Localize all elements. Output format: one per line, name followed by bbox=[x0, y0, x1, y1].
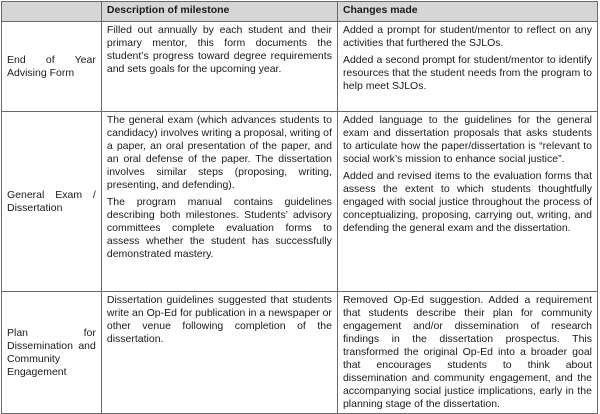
changes-paragraph: Added language to the guidelines for the general exam and dissertation proposals that asks students to articulate how the paper/dissertation is “relevant to social work’s mission to enhance social justice”. bbox=[342, 114, 592, 165]
changes-paragraph: Removed Op-Ed suggestion. Added a requirement that students describe their plan for community engagement and/or dissemination of research findings in the dissertation prospectus. This transformed the original Op-Ed into a broader goal that encourages students to think about dissemination and community engagement, and the accompanying social justice implications, early in the planning stage of the dissertation. bbox=[342, 294, 592, 410]
header-changes: Changes made bbox=[337, 2, 597, 22]
description-paragraph: Filled out annually by each student and their primary mentor, this form documents the student’s progress toward degree requirements and sets goals for the upcoming year. bbox=[106, 24, 332, 75]
description-paragraph: The program manual contains guidelines describing both milestones. Students’ advisory committees complete evaluation forms to assess whether the student has successfully demonstrated mastery. bbox=[106, 196, 332, 260]
changes-cell bbox=[337, 22, 597, 112]
description-cell bbox=[101, 112, 337, 292]
changes-cell bbox=[337, 112, 597, 292]
milestones-table bbox=[1, 1, 598, 414]
changes-paragraph: Added a second prompt for student/mentor to identify resources that the student needs from the program to help meet SJLOs. bbox=[342, 54, 592, 92]
description-cell bbox=[101, 292, 337, 414]
row-label: General Exam / Dissertation bbox=[2, 112, 102, 292]
description-paragraph: Dissertation guidelines suggested that students write an Op-Ed for publication in a newspaper or other venue following completion of the dissertation. bbox=[106, 294, 332, 345]
row-label: Plan for Dissemination and Community Engagement bbox=[2, 292, 102, 414]
table-row bbox=[2, 292, 598, 414]
changes-cell bbox=[337, 292, 597, 414]
description-cell bbox=[101, 22, 337, 112]
header-row bbox=[2, 2, 598, 22]
table-row bbox=[2, 112, 598, 292]
header-description: Description of milestone bbox=[101, 2, 337, 22]
changes-paragraph: Added and revised items to the evaluation forms that assess the extent to which students thoughtfully engaged with social justice throughout the process of conceptualizing, proposing, carrying out, writing, and defending the general exam and the dissertation. bbox=[342, 170, 592, 234]
table-row bbox=[2, 22, 598, 112]
row-label: End of Year Advising Form bbox=[2, 22, 102, 112]
header-empty bbox=[2, 2, 102, 22]
description-paragraph: The general exam (which advances students to candidacy) involves writing a proposal, writing of a paper, an oral presentation of the paper, and an oral defense of the paper. The dissertation involves similar steps (proposing, writing, presenting, and defending). bbox=[106, 114, 332, 191]
changes-paragraph: Added a prompt for student/mentor to reflect on any activities that furthered the SJLOs. bbox=[342, 24, 592, 49]
